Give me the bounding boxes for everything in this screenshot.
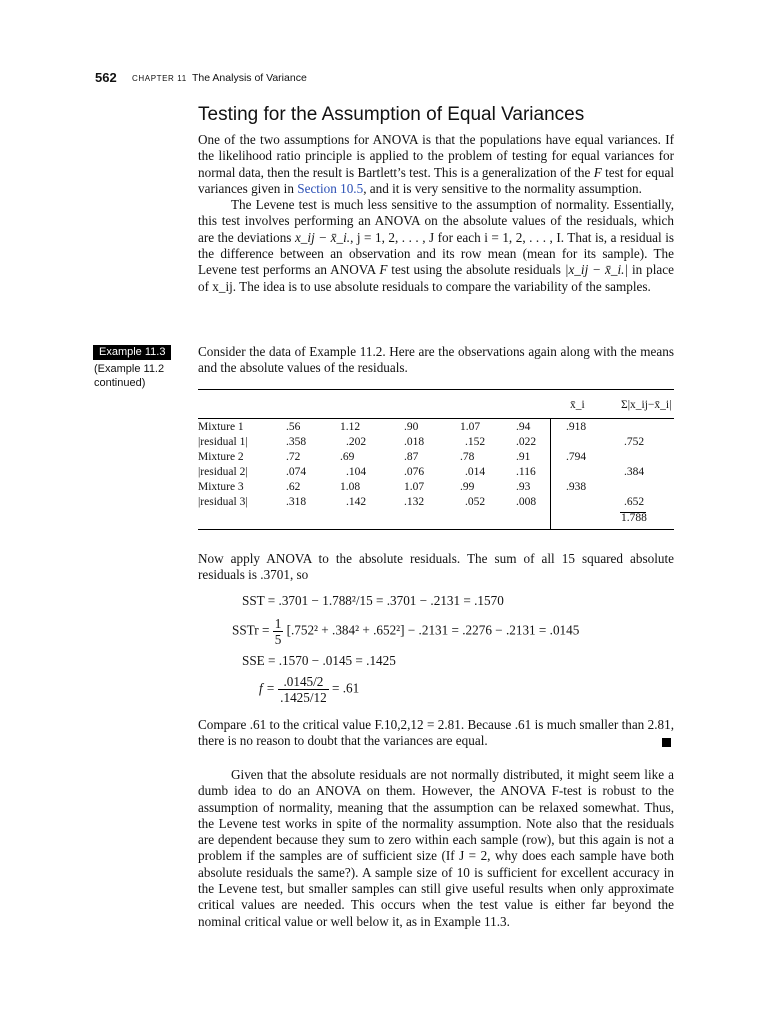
table-cell: .116 [516, 466, 536, 478]
example-note: (Example 11.2 continued) [94, 363, 165, 389]
table-cell: .132 [404, 496, 425, 508]
p2-abs-residual: |x_ij − x̄_i.| [564, 262, 629, 278]
table-cell: 1.07 [404, 481, 425, 493]
table-cell: .104 [346, 466, 367, 478]
row-abs-sum: .384 [624, 466, 645, 478]
table-cell: .318 [286, 496, 307, 508]
sstr-label: SSTr = [232, 622, 270, 638]
table-cell: .008 [516, 496, 537, 508]
end-of-example-square-icon [662, 738, 671, 747]
f-den: .1425/12 [280, 690, 327, 705]
table-cell: .014 [465, 466, 486, 478]
table-cell: .90 [404, 421, 419, 433]
table-cell: .62 [286, 481, 301, 493]
row-label: |residual 1| [198, 436, 248, 448]
table-cell: .074 [286, 466, 307, 478]
table-header-rule [198, 418, 674, 419]
row-label: Mixture 3 [198, 481, 244, 493]
example-label: Example 11.3 [93, 345, 171, 360]
f-label: f = [259, 680, 275, 696]
intro-text [198, 132, 674, 295]
sse-equation: SSE = .1570 − .0145 = .1425 [242, 653, 396, 668]
p2-text-1: The Levene test is much less sensitive to the assumption of normality. Essentially, this test involves performing an ANOVA on the absolute values of the residuals, which are the deviations [198, 197, 674, 245]
anova-intro: Now apply ANOVA to the absolute residuals. The sum of all 15 squared absolute residuals is .3701, so [198, 551, 674, 583]
chapter-label: CHAPTER 11 [132, 74, 187, 83]
row-label: |residual 2| [198, 466, 248, 478]
row-mean: .794 [566, 451, 587, 463]
section-title: Testing for the Assumption of Equal Variances [198, 104, 585, 125]
sstr-equation [232, 616, 579, 647]
p2-text-3: test using the absolute residuals [387, 262, 565, 278]
p1-f-symbol: F [593, 164, 602, 180]
example-text: Consider the data of Example 11.2. Here are the observations again along with the means and the absolute values of the residuals. [198, 344, 674, 376]
p2-f-symbol: F [379, 262, 388, 278]
f-equation [259, 674, 359, 705]
f-num: .0145/2 [278, 674, 329, 690]
sstr-frac-den: 5 [274, 632, 282, 647]
table-cell: .93 [516, 481, 531, 493]
table-cell: .69 [340, 451, 355, 463]
f-fraction [278, 674, 329, 705]
row-mean: .918 [566, 421, 587, 433]
sst-equation: SST = .3701 − 1.788²/15 = .3701 − .2131 = .1570 [242, 593, 504, 608]
table-cell: .018 [404, 436, 425, 448]
table-cell: 1.07 [460, 421, 481, 433]
sstr-rest: [.752² + .384² + .652²] − .2131 = .2276 − .2131 = .0145 [286, 622, 580, 638]
table-cell: .052 [465, 496, 486, 508]
p2-text-2: , j = 1, 2, . . . , J for each i = 1, 2, . . . , I. That is, a residual is the difference between an observation and its row mean (mean for its sample). The Levene test performs an ANOVA [198, 229, 674, 278]
table-cell: .72 [286, 451, 301, 463]
f-result: = .61 [332, 680, 360, 696]
p1-text-3: , and it is very sensitive to the normality assumption. [363, 180, 642, 196]
table-cell: .78 [460, 451, 475, 463]
section-10-5-link[interactable]: Section 10.5 [297, 180, 364, 196]
sstr-frac-num: 1 [274, 616, 282, 631]
table-cell: .142 [346, 496, 367, 508]
table-cell: .152 [465, 436, 486, 448]
table-cell: .94 [516, 421, 531, 433]
closing-paragraph: Given that the absolute residuals are not normally distributed, it might seem like a dumb idea to do an ANOVA on them. However, the ANOVA F-test is robust to the assumption of normality, meaning that the assumption can be relaxed somewhat. Thus, the Levene test works in spite of the normality assumption. Note also that the residuals are dependent because they sum to zero within each sample (row), but this again is not a problem if the samples are of sufficient size (If J = 2, why does each sample have both absolute residuals the same?). A sample size of 10 is sufficient for excellent accuracy in the Levene test, but smaller samples can still give useful results when only approximate critical values are needed. This occurs when the test value is either far beyond the nominal critical value or well below it, as in Example 11.3. [198, 767, 674, 929]
table-cell: .91 [516, 451, 531, 463]
anova-conclusion: Compare .61 to the critical value F.10,2,12 = 2.81. Because .61 is much smaller than 2.81, there is no reason to doubt that the variances are equal. [198, 717, 674, 749]
table-cell: .202 [346, 436, 367, 448]
row-label: |residual 3| [198, 496, 248, 508]
intro-paragraph-2 [198, 197, 674, 295]
p1-text-1: One of the two assumptions for ANOVA is that the populations have equal variances. If the likelihood ratio principle is applied to the problem of testing for equal variances for normal data, then the result is Bartlett’s test. This is a generalization of the [198, 132, 674, 180]
table-cell: 1.12 [340, 421, 361, 433]
table-cell: .076 [404, 466, 425, 478]
row-abs-sum: .652 [624, 496, 645, 508]
chapter-title: The Analysis of Variance [192, 72, 307, 84]
page-number: 562 [95, 70, 117, 85]
table-cell: .99 [460, 481, 475, 493]
intro-paragraph-1 [198, 132, 674, 197]
p1-text-2: test for equal variances given in [198, 164, 674, 196]
p2-deviation: x_ij − x̄_i. [294, 229, 351, 245]
row-label: Mixture 1 [198, 421, 244, 433]
row-mean: .938 [566, 481, 587, 493]
table-divider [550, 418, 551, 529]
table-cell: .358 [286, 436, 307, 448]
table-cell: .87 [404, 451, 419, 463]
table-top-rule [198, 389, 674, 390]
col-header-abs-sum: Σ|x_ij−x̄_i| [621, 399, 672, 411]
row-label: Mixture 2 [198, 451, 244, 463]
table-bottom-rule [198, 529, 674, 530]
abs-residual-total: 1.788 [621, 512, 647, 524]
table-cell: .56 [286, 421, 301, 433]
table-cell: .022 [516, 436, 537, 448]
sstr-fraction [273, 616, 284, 647]
p2-text-4: in place of x_ij. The idea is to use absolute residuals to compare the variability of the samples. [198, 262, 674, 294]
row-abs-sum: .752 [624, 436, 645, 448]
col-header-mean: x̄_i [570, 399, 585, 411]
table-cell: 1.08 [340, 481, 361, 493]
